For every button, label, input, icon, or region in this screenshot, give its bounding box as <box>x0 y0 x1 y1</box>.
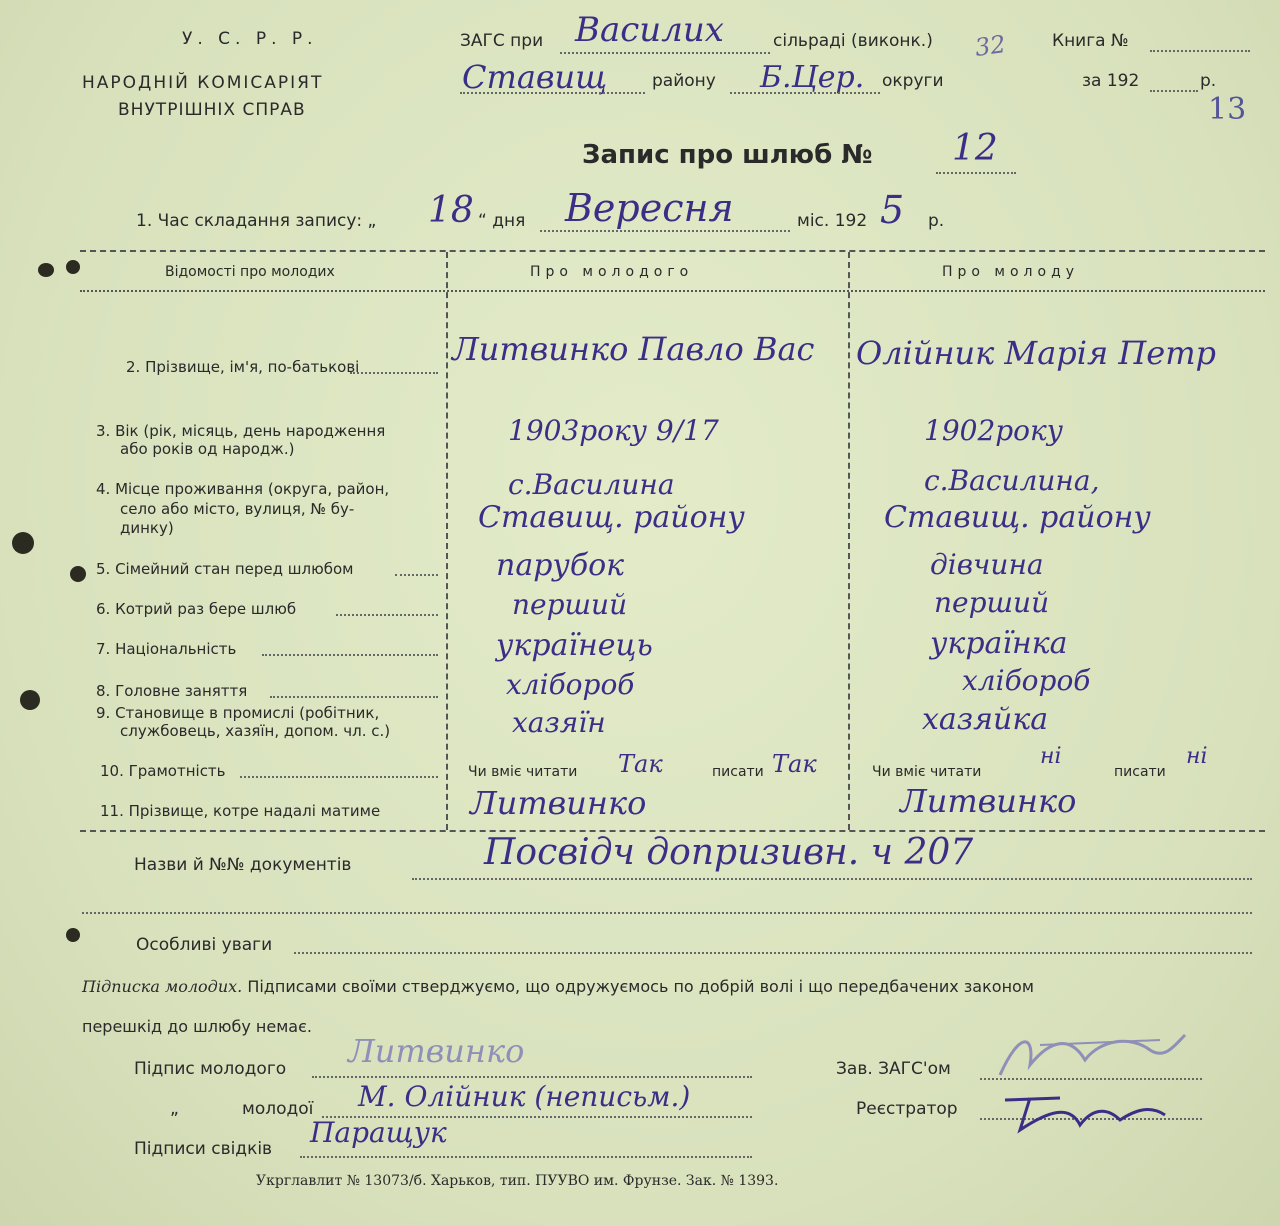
record-time-label: 1. Час складання запису: „ <box>136 211 377 231</box>
zags-village-line <box>560 52 770 54</box>
record-month-line <box>540 230 790 232</box>
zags-suffix: сільраді (виконк.) <box>773 31 933 51</box>
col-header-info: Відомості про молодих <box>165 264 335 280</box>
row-leader <box>350 372 438 374</box>
row-leader <box>262 654 438 656</box>
record-month: Вересня <box>565 186 734 230</box>
table-header-line <box>80 290 1265 292</box>
record-year-suffix: р. <box>928 211 945 231</box>
record-number: 12 <box>952 128 998 169</box>
row-label-place-2: село або місто, вулиця, № бу- <box>120 500 355 518</box>
punch-hole <box>20 690 40 710</box>
punch-hole <box>66 928 80 942</box>
zags-village: Василих <box>575 10 724 50</box>
groom-age: 1903року 9/17 <box>508 414 719 447</box>
head-label: Зав. ЗАГС'ом <box>836 1059 951 1079</box>
groom-place-2: Ставищ. району <box>478 500 745 535</box>
col-header-bride: Про молоду <box>942 264 1080 280</box>
declaration-text-1: Підписами своїми стверджуємо, що одружуємось по добрій волі і що передбачених законом <box>242 977 1034 996</box>
commissariat-line1: НАРОДНІЙ КОМІСАРІЯТ <box>82 73 324 93</box>
groom-nationality: українець <box>496 628 653 663</box>
bride-write: ні <box>1186 744 1208 769</box>
row-leader <box>395 574 438 576</box>
row-label-family: 5. Сімейний стан перед шлюбом <box>96 560 354 578</box>
okrug-label: округи <box>882 71 944 91</box>
bride-times: перший <box>934 586 1050 619</box>
year-suffix: р. <box>1200 71 1217 91</box>
bride-place-2: Ставищ. району <box>884 500 1151 535</box>
table-col-divider-2 <box>848 252 850 830</box>
bride-nationality: українка <box>930 626 1068 661</box>
okrug-line <box>730 92 880 94</box>
punch-hole <box>12 532 34 554</box>
row-leader <box>336 614 438 616</box>
bride-age: 1902року <box>924 414 1064 447</box>
record-day-label: “ дня <box>478 211 526 231</box>
year-label: за 192 <box>1082 71 1140 91</box>
bride-family: дівчина <box>930 548 1044 581</box>
documents-line <box>412 878 1252 880</box>
remarks-line <box>294 952 1252 954</box>
punch-hole <box>38 263 54 277</box>
record-year-digit: 5 <box>880 188 905 232</box>
bride-quote: „ <box>170 1099 179 1119</box>
punch-hole <box>70 566 86 582</box>
bride-new-surname: Литвинко <box>900 782 1077 820</box>
groom-place-1: с.Василина <box>508 468 675 501</box>
groom-name: Литвинко Павло Вас <box>452 330 815 368</box>
row-label-literacy: 10. Грамотність <box>100 762 226 780</box>
groom-family: парубок <box>496 548 625 583</box>
documents-value: Посвідч допризивн. ч 207 <box>484 832 974 873</box>
row-label-times: 6. Котрий раз бере шлюб <box>96 600 297 618</box>
book-number-line <box>1150 50 1250 52</box>
row-label-new-surname: 11. Прізвище, котре надалі матиме <box>100 802 381 820</box>
row-label-nationality: 7. Національність <box>96 640 237 658</box>
row-label-place-1: 4. Місце проживання (округа, район, <box>96 480 390 498</box>
printer-imprint: Укрглавлит № 13073/б. Харьков, тип. ПУУВО им. Фрунзе. Зак. № 1393. <box>256 1173 779 1189</box>
bride-occupation: хлібороб <box>962 664 1091 697</box>
punch-hole <box>66 260 80 274</box>
groom-signature-line <box>312 1076 752 1078</box>
record-month-label: міс. 192 <box>797 211 868 231</box>
groom-new-surname: Литвинко <box>470 784 647 822</box>
row-label-name: 2. Прізвище, ім'я, по-батькові <box>126 358 360 376</box>
raion-label: району <box>652 71 716 91</box>
declaration-line-1 <box>82 978 1034 996</box>
groom-read-label: Чи вміє читати <box>468 764 578 780</box>
row-label-place-3: динку) <box>120 519 174 537</box>
row-label-occupation: 8. Головне заняття <box>96 682 248 700</box>
zags-prefix: ЗАГС при <box>460 31 544 51</box>
row-label-position-1: 9. Становище в промислі (робітник, <box>96 704 380 722</box>
bride-place-1: с.Василина, <box>924 464 1100 497</box>
row-leader <box>240 776 438 778</box>
table-top-line <box>80 250 1265 252</box>
declaration-line-2: перешкід до шлюбу немає. <box>82 1017 312 1036</box>
col-header-groom: Про молодого <box>530 264 694 280</box>
bride-signature: М. Олійник (неписьм.) <box>358 1080 691 1113</box>
bride-position: хазяйка <box>922 702 1049 737</box>
remarks-label: Особливі уваги <box>136 935 273 955</box>
record-title: Запис про шлюб № <box>582 140 873 170</box>
registrar-signature-scribble <box>990 1080 1180 1140</box>
registrar-label: Реєстратор <box>856 1099 958 1119</box>
margin-number: 13 <box>1208 92 1247 127</box>
record-number-line <box>936 172 1016 174</box>
bride-write-label: писати <box>1114 764 1166 780</box>
commissariat-line2: ВНУТРІШНІХ СПРАВ <box>118 100 306 120</box>
book-label: Книга № <box>1052 31 1129 51</box>
table-col-divider-1 <box>446 252 448 830</box>
record-day: 18 <box>428 190 474 231</box>
okrug-name: Б.Цер. <box>760 60 865 95</box>
row-label-position-2: службовець, хазяїн, допом. чл. с.) <box>120 722 391 740</box>
row-label-age-2: або років од народж.) <box>120 440 295 458</box>
groom-occupation: хлібороб <box>506 668 635 701</box>
state-label: У. С. Р. Р. <box>182 29 318 49</box>
witness-signature-line <box>300 1156 752 1158</box>
groom-signature: Литвинко <box>348 1032 525 1070</box>
groom-position: хазяїн <box>512 706 606 739</box>
declaration-lead: Підписка молодих. <box>82 977 243 996</box>
documents-label: Назви й №№ документів <box>134 855 352 875</box>
row-label-age-1: 3. Вік (рік, місяць, день народження <box>96 422 386 440</box>
row-leader <box>270 696 438 698</box>
groom-read: Так <box>618 750 663 778</box>
witness-signature-label: Підписи свідків <box>134 1139 273 1159</box>
groom-write-label: писати <box>712 764 764 780</box>
bride-signature-label: молодої <box>242 1099 314 1119</box>
raion-line <box>460 92 645 94</box>
corner-mark: 32 <box>973 30 1008 62</box>
bride-read: ні <box>1040 744 1062 769</box>
groom-write: Так <box>772 750 817 778</box>
witness-signature: Паращук <box>310 1116 447 1149</box>
groom-times: перший <box>512 588 628 621</box>
year-line <box>1150 90 1198 92</box>
bride-read-label: Чи вміє читати <box>872 764 982 780</box>
raion-name: Ставищ <box>462 58 608 96</box>
groom-signature-label: Підпис молодого <box>134 1059 287 1079</box>
bride-name: Олійник Марія Петр <box>856 334 1217 372</box>
documents-line-2 <box>82 912 1252 914</box>
